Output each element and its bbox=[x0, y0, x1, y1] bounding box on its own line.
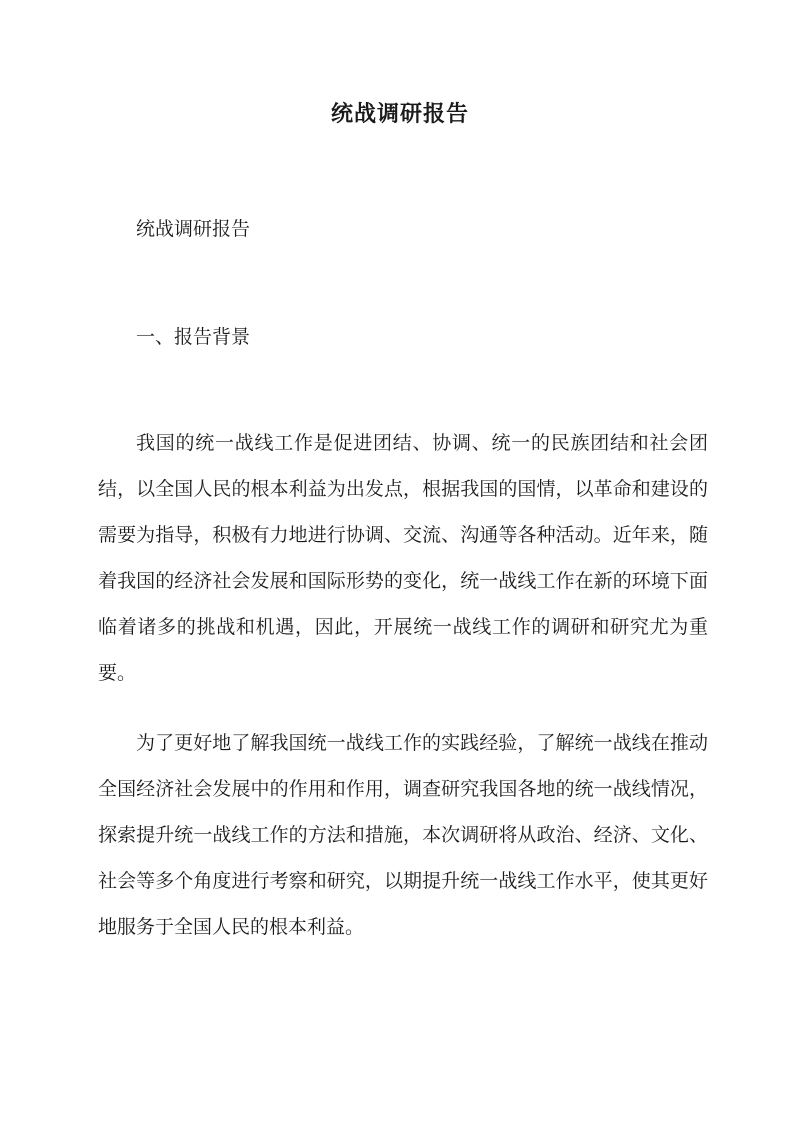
document-subtitle: 统战调研报告 bbox=[136, 218, 251, 240]
section-heading: 一、报告背景 bbox=[136, 326, 251, 348]
document-title: 统战调研报告 bbox=[330, 101, 469, 127]
paragraph-2: 为了更好地了解我国统一战线工作的实践经验，了解统一战线在推动全国经济社会发展中的作用和作用，调查研究我国各地的统一战线情况，探索提升统一战线工作的方法和措施，本次调研将从政治、经济、文化、社会等多个角度进行考察和研究，以期提升统一战线工作水平，使其更好地服务于全国人民的根本利益。 bbox=[98, 732, 708, 938]
paragraph-1: 我国的统一战线工作是促进团结、协调、统一的民族团结和社会团结，以全国人民的根本利益为出发点，根据我国的国情，以革命和建设的需要为指导，积极有力地进行协调、交流、沟通等各种活动。近年来，随着我国的经济社会发展和国际形势的变化，统一战线工作在新的环境下面临着诸多的挑战和机遇，因此，开展统一战线工作的调研和研究尤为重要。 bbox=[98, 432, 708, 684]
